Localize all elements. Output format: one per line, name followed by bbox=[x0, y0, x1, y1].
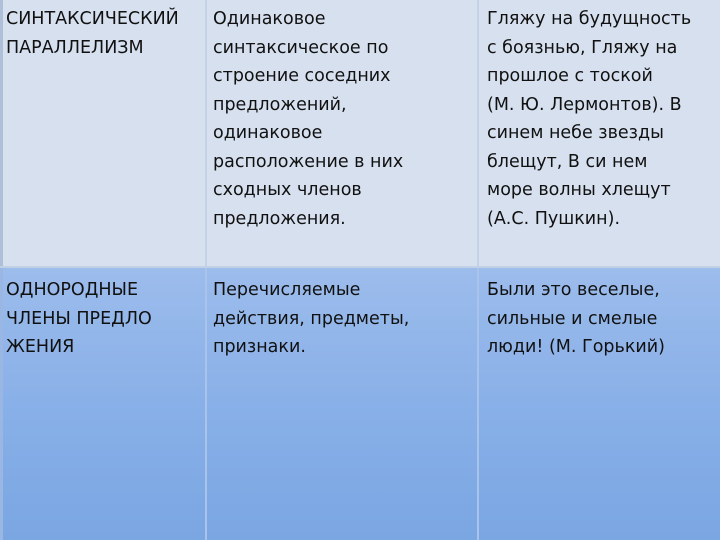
table-row-syntactic-parallelism bbox=[0, 0, 720, 268]
row-left-edge bbox=[0, 268, 3, 540]
column-divider bbox=[477, 268, 479, 540]
column-divider bbox=[477, 0, 479, 266]
term-cell: СИНТАКСИЧЕСКИЙ ПАРАЛЛЕЛИЗМ bbox=[6, 9, 179, 58]
column-divider bbox=[205, 268, 207, 540]
example-cell: Гляжу на будущность с боязнью, Гляжу на прошлое с тоской (М. Ю. Лермонтов). В синем небе звезды блещут, В си нем море волны хлещут (А.С. Пушкин). bbox=[487, 9, 692, 229]
definition-cell: Одинаковое синтаксическое по строение соседних предложений, одинаковое расположение в них сходных членов предложения. bbox=[213, 9, 404, 229]
row-left-edge bbox=[0, 0, 3, 266]
column-divider bbox=[205, 0, 207, 266]
table-row-homogeneous-members bbox=[0, 268, 720, 540]
example-cell: Были это веселые, сильные и смелые люди! (М. Горький) bbox=[487, 280, 665, 357]
definition-cell: Перечисляемые действия, предметы, признаки. bbox=[213, 280, 410, 357]
term-cell: ОДНОРОДНЫЕ ЧЛЕНЫ ПРЕДЛО ЖЕНИЯ bbox=[6, 280, 152, 357]
